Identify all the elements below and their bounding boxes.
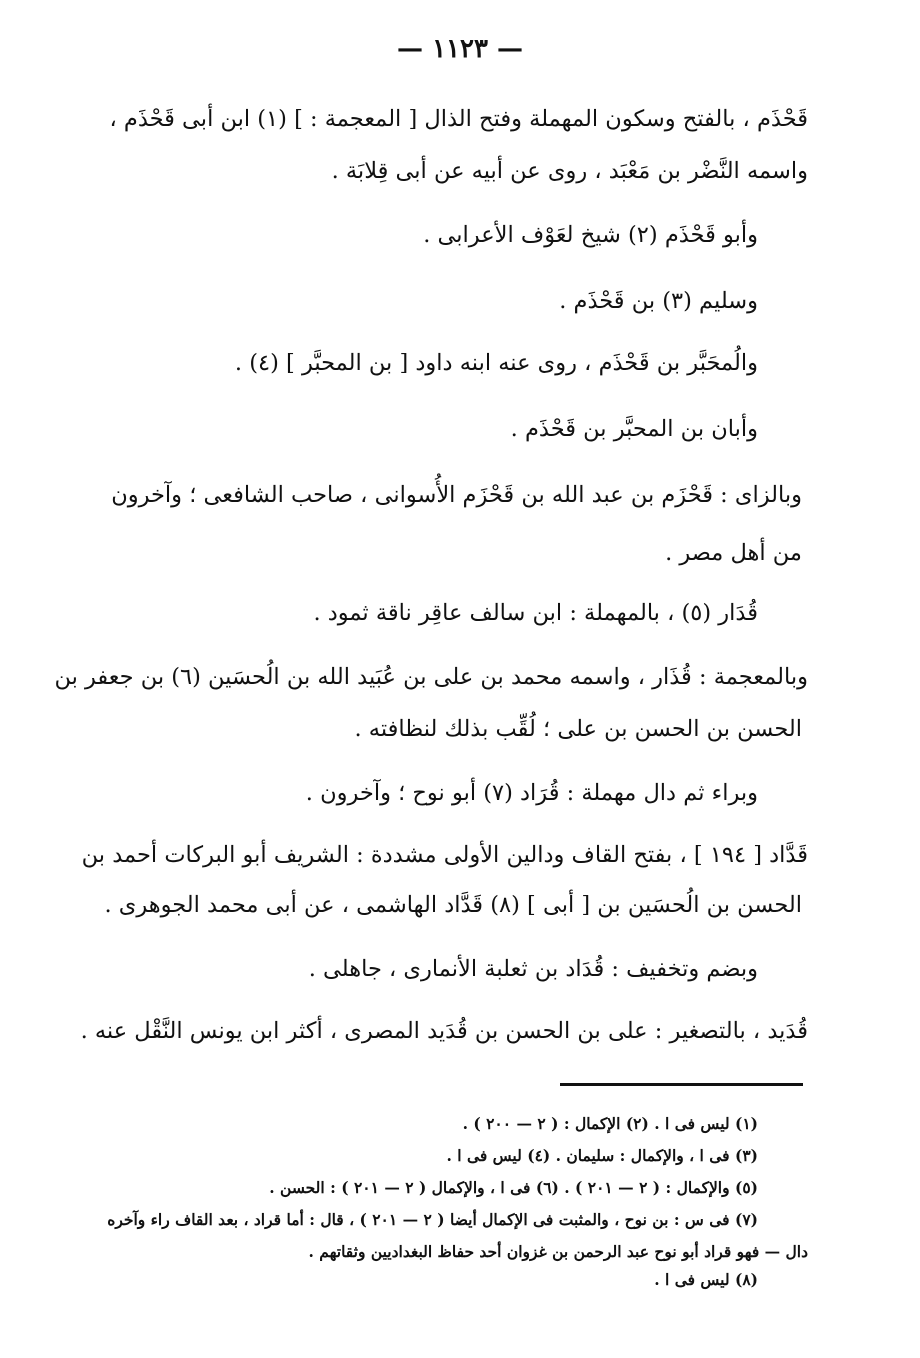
footnote-divider [560, 1083, 803, 1086]
footnote-line: (٨) ليس فى ا . [654, 1270, 758, 1289]
body-line: وبالمعجمة : قُذَار ، واسمه محمد بن على بن عُبَيد الله بن الُحسَين (٦) بن جعفر بن [54, 664, 808, 690]
body-line: قَحْذَم ، بالفتح وسكون المهملة وفتح الذال [ المعجمة : ] (١) ابن أبى قَحْذَم ، [109, 106, 808, 132]
body-line: الحسن بن الحسن بن على ؛ لُقِّب بذلك لنظافته . [354, 716, 802, 742]
footnote-line: (١) ليس فى ا . (٢) الإكمال : ( ٢ — ٢٠٠ ) . [462, 1114, 758, 1133]
body-line: قَدَّاد [ ١٩٤ ] ، بفتح القاف ودالين الأولى مشددة : الشريف أبو البركات أحمد بن [81, 842, 808, 868]
footnote-line: (٧) فى س : بن نوح ، والمثبت فى الإكمال أيضا ( ٢ — ٢٠١ ) ، قال : أما قراد ، بعد القاف راء وآخره [107, 1210, 758, 1229]
body-line: من أهل مصر . [665, 540, 802, 566]
body-line: واسمه النَّضْر بن مَعْبَد ، روى عن أبيه عن أبى قِلابَة . [331, 158, 808, 184]
body-line: وبراء ثم دال مهملة : قُرَاد (٧) أبو نوح ؛ وآخرون . [305, 780, 758, 806]
footnote-line: دال — فهو قراد أبو نوح عبد الرحمن بن غزوان أحد حفاظ البغداديين وثقاتهم . [308, 1242, 808, 1261]
footnote-line: (٣) فى ا ، والإكمال : سليمان . (٤) ليس فى ا . [446, 1146, 758, 1165]
body-line: وبالزاى : قَحْزَم بن عبد الله بن قَحْزَم الأُسوانى ، صاحب الشافعى ؛ وآخرون [111, 482, 802, 508]
body-line: وبضم وتخفيف : قُدَاد بن ثعلبة الأنمارى ، جاهلى . [308, 956, 758, 982]
body-line: والُمحَبَّر بن قَحْذَم ، روى عنه ابنه داود [ بن المحبَّر ] (٤) . [234, 350, 758, 376]
body-line: قُدَار (٥) ، بالمهملة : ابن سالف عاقِر ناقة ثمود . [313, 600, 758, 626]
body-line: قُدَيد ، بالتصغير : على بن الحسن بن قُدَيد المصرى ، أكثر ابن يونس النَّقْل عنه . [80, 1018, 808, 1044]
body-line: وسليم (٣) بن قَحْذَم . [559, 288, 758, 314]
body-line: وأبو قَحْذَم (٢) شيخ لعَوْف الأعرابى . [423, 222, 758, 248]
body-line: الحسن بن الُحسَين بن [ أبى ] (٨) قَدَّاد الهاشمى ، عن أبى محمد الجوهرى . [104, 892, 802, 918]
footnote-line: (٥) والإكمال : ( ٢ — ٢٠١ ) . (٦) فى ا ، والإكمال ( ٢ — ٢٠١ ) : الحسن . [269, 1178, 758, 1197]
page-number: — ١١٢٣ — [397, 34, 523, 64]
body-line: وأبان بن المحبَّر بن قَحْذَم . [510, 416, 758, 442]
